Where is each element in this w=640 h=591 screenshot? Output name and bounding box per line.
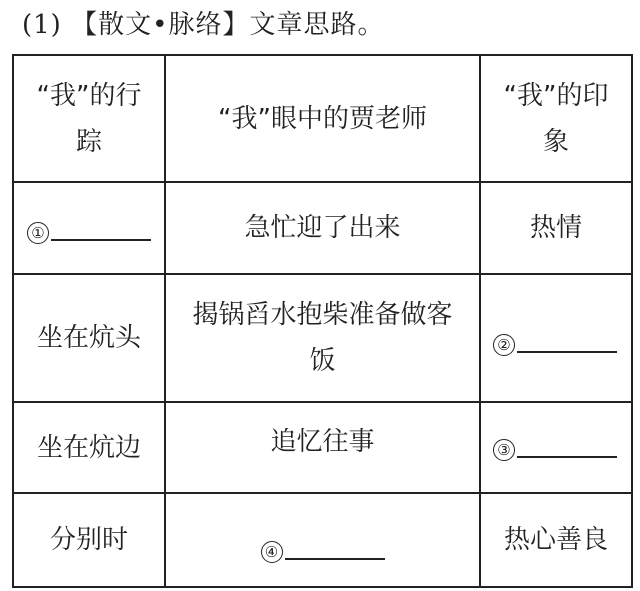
table-row <box>13 402 632 493</box>
question-number: (1) <box>22 10 62 40</box>
table-row <box>13 493 632 587</box>
answer-blank-2[interactable] <box>493 334 617 356</box>
table-cell: 揭锅舀水抱柴准备做客饭 <box>165 274 480 402</box>
answer-line <box>517 454 617 458</box>
table-cell: 分别时 <box>13 493 165 587</box>
circled-number-2: ② <box>493 334 515 356</box>
answer-blank-4[interactable] <box>261 541 385 563</box>
section-tag: 【散文•脉络】 <box>71 10 250 40</box>
circled-number-4: ④ <box>261 541 283 563</box>
table-row <box>13 274 632 402</box>
table-cell: 急忙迎了出来 <box>165 182 480 274</box>
answer-line <box>285 556 385 560</box>
header-teacher-in-my-eyes: “我”眼中的贾老师 <box>165 55 480 182</box>
blank-cell-2[interactable] <box>480 274 632 402</box>
header-my-impression: “我”的印象 <box>480 55 632 182</box>
header-whereabouts: “我”的行踪 <box>13 55 165 182</box>
answer-line <box>51 237 151 241</box>
circled-number-3: ③ <box>493 439 515 461</box>
table-cell: 热情 <box>480 182 632 274</box>
table-cell: 热心善良 <box>480 493 632 587</box>
answer-blank-3[interactable] <box>493 439 617 461</box>
blank-cell-3[interactable] <box>480 402 632 493</box>
table-cell: 追忆往事 <box>165 402 480 493</box>
blank-cell-4[interactable] <box>165 493 480 587</box>
table-header-row <box>13 55 632 182</box>
question-text: 文章思路。 <box>249 10 385 40</box>
answer-blank-1[interactable] <box>27 222 151 244</box>
circled-number-1: ① <box>27 222 49 244</box>
answer-line <box>517 349 617 353</box>
blank-cell-1[interactable] <box>13 182 165 274</box>
table-cell: 坐在炕头 <box>13 274 165 402</box>
question-heading <box>22 6 384 44</box>
table-cell: 坐在炕边 <box>13 402 165 493</box>
table-row <box>13 182 632 274</box>
story-outline-table <box>12 54 633 588</box>
